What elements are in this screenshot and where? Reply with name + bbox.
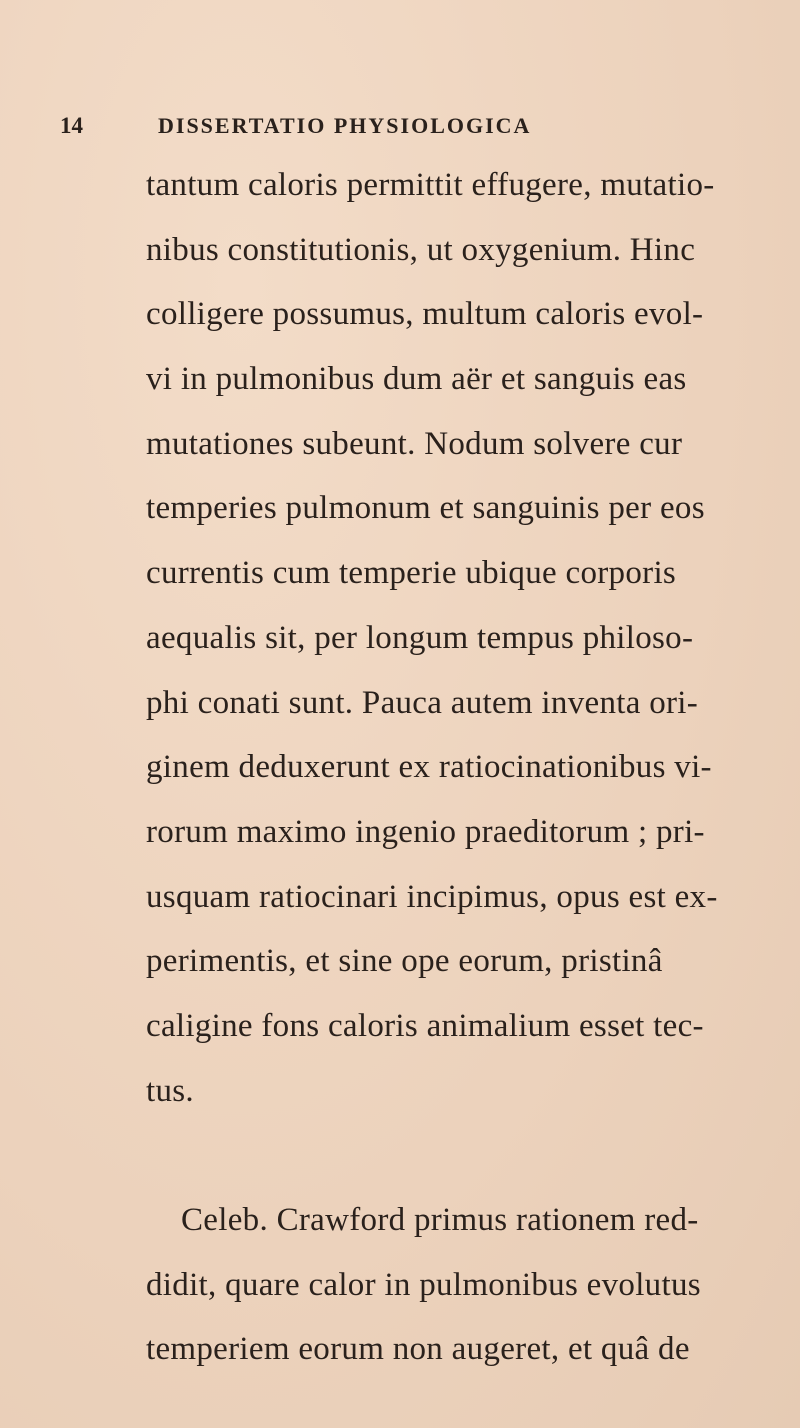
page-number: 14: [60, 113, 83, 138]
text-line: usquam ratiocinari incipimus, opus est ex-: [146, 878, 718, 915]
text-line: aequalis sit, per longum tempus philoso-: [146, 619, 694, 656]
text-line: mutationes subeunt. Nodum solvere cur: [146, 425, 683, 462]
running-title: DISSERTATIO PHYSIOLOGICA: [158, 113, 532, 138]
text-line: Celeb. Crawford primus rationem red-: [181, 1202, 699, 1238]
text-line: rorum maximo ingenio praeditorum ; pri-: [146, 813, 705, 850]
text-line: temperiem eorum non augeret, et quâ de: [146, 1331, 690, 1368]
text-line: tantum caloris permittit effugere, mutatio-: [146, 167, 715, 203]
text-line: currentis cum temperie ubique corporis: [146, 555, 677, 592]
text-line: didit, quare calor in pulmonibus evolutus: [146, 1266, 701, 1303]
text-line: ginem deduxerunt ex ratiocinationibus vi-: [146, 749, 712, 786]
text-line: tus.: [146, 1072, 194, 1109]
text-line: vi in pulmonibus dum aër et sanguis eas: [146, 361, 687, 398]
paragraph-gap: [146, 1135, 776, 1200]
paragraph-1: [146, 165, 776, 1135]
body-text: [146, 165, 776, 1394]
text-line: caligine fons caloris animalium esset tec-: [146, 1007, 704, 1044]
text-line: temperies pulmonum et sanguinis per eos: [146, 490, 705, 527]
text-line: nibus constitutionis, ut oxygenium. Hinc: [146, 231, 696, 268]
paragraph-2: [146, 1200, 776, 1394]
text-line: phi conati sunt. Pauca autem inventa ori-: [146, 684, 699, 721]
text-line: colligere possumus, multum caloris evol-: [146, 296, 704, 333]
running-head: [60, 110, 760, 142]
text-line: perimentis, et sine ope eorum, pristinâ: [146, 943, 663, 980]
